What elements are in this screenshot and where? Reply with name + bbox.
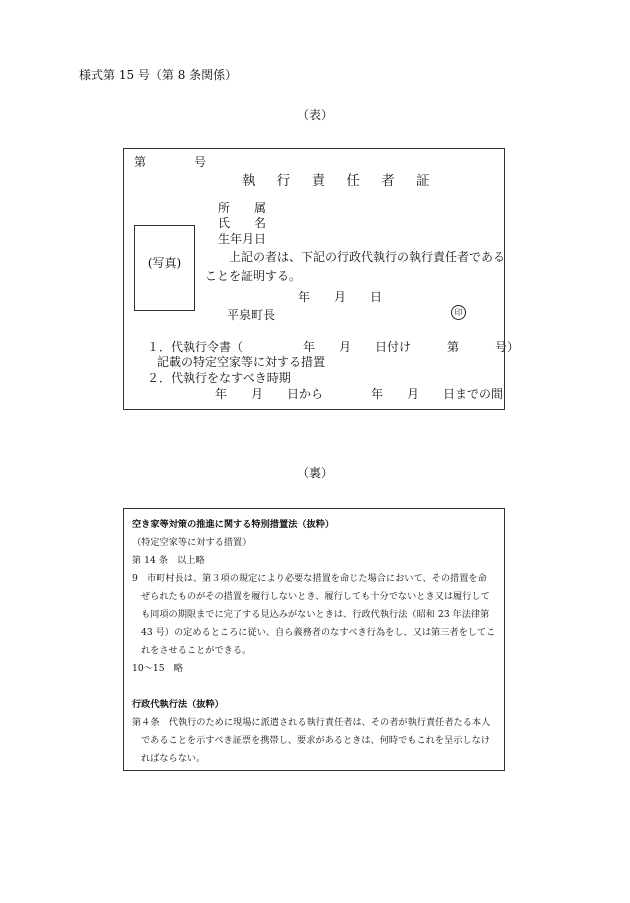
certificate-card — [123, 148, 520, 410]
para10-15: 10～15 略 — [132, 663, 183, 674]
legal-excerpt-box — [123, 508, 505, 771]
article4-line1: 第４条 代執行のために現場に派遣される執行責任者は、その者が執行責任者たる本人 — [132, 717, 491, 728]
photo-box — [134, 225, 195, 311]
issuer-name: 平泉町長 — [227, 308, 276, 322]
field-name: 氏 名 — [218, 216, 267, 230]
photo-label: (写真) — [147, 256, 182, 270]
article4-line3: ればならない。 — [141, 753, 206, 764]
para9-line5: れをさせることができる。 — [141, 645, 252, 656]
law1-subheading: （特定空家等に対する措置） — [132, 537, 252, 548]
item2-period: ２．代執行をなすべき時期 — [147, 371, 291, 385]
form-title: 様式第 15 号（第 8 条関係） — [79, 68, 238, 82]
card-title: 執 行 責 任 者 証 — [242, 173, 438, 189]
law2-title: 行政代執行法（抜粋） — [132, 699, 224, 710]
seal-mark: 印 — [451, 305, 466, 320]
para9-line2: ぜられたものがその措置を履行しないとき、履行しても十分でないとき又は履行して — [141, 591, 490, 602]
field-birthdate: 生年月日 — [218, 232, 267, 246]
date-line: 年 月 日 — [298, 290, 383, 304]
article14: 第 14 条 以上略 — [132, 555, 205, 566]
item1-order: １．代執行令書（ 年 月 日付け 第 号） — [147, 340, 520, 354]
para9-line1: 9 市町村長は、第３項の規定により必要な措置を命じた場合において、その措置を命 — [132, 573, 487, 584]
front-side-label: （表） — [296, 108, 333, 122]
field-affiliation: 所 属 — [218, 201, 267, 215]
para9-line3: も同項の期限までに完了する見込みがないときは、行政代執行法（昭和 23 年法律第 — [141, 609, 490, 620]
back-side-label: （裏） — [296, 466, 333, 480]
period-line: 年 月 日から 年 月 日までの間 — [215, 387, 504, 401]
statement-line1: 上記の者は、下記の行政代執行の執行責任者である — [229, 250, 506, 264]
number-label: 第 号 — [134, 155, 207, 169]
para9-line4: 43 号）の定めるところに従い、自ら義務者のなすべき行為をし、又は第三者をしてこ — [141, 627, 496, 638]
statement-line2: ことを証明する。 — [205, 269, 302, 283]
article4-line2: であることを示すべき証票を携帯し、要求があるときは、何時でもこれを呈示しなけ — [141, 735, 490, 746]
item1-subtext: 記載の特定空家等に対する措置 — [157, 355, 326, 369]
law1-title: 空き家等対策の推進に関する特別措置法（抜粋） — [132, 519, 335, 530]
